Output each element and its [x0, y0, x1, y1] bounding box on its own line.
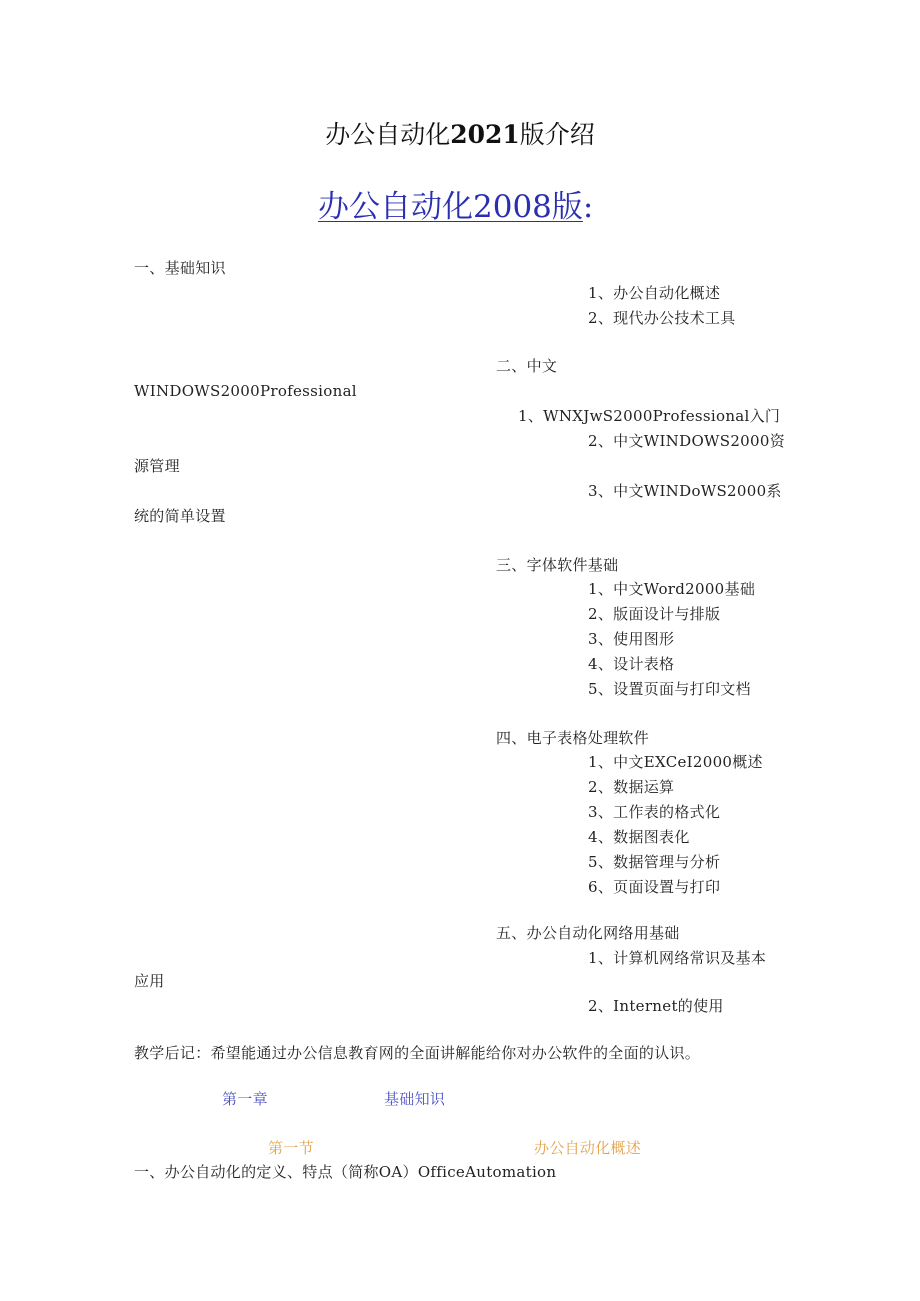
title-suffix: 版介绍	[519, 120, 595, 149]
section-3-item-3: 3、使用图形	[588, 630, 675, 648]
section-2-heading: 二、中文	[496, 357, 558, 375]
subtitle-link[interactable]: 办公自动化2008版	[318, 189, 583, 225]
chapter-name: 基础知识	[384, 1090, 446, 1108]
section-1-heading: 一、基础知识	[134, 259, 226, 277]
body-line-1: 一、办公自动化的定义、特点（简称OA）OfficeAutomation	[134, 1163, 557, 1181]
section-3-item-1: 1、中文Word2000基础	[588, 580, 756, 598]
section-5-item-1-cont: 应用	[134, 972, 165, 990]
section-4-item-4: 4、数据图表化	[588, 828, 690, 846]
chapter-label: 第一章	[222, 1090, 268, 1108]
subtitle-colon: :	[582, 189, 594, 225]
title-text: 办公自动化	[325, 120, 451, 149]
section-4-item-2: 2、数据运算	[588, 778, 675, 796]
section-4-item-3: 3、工作表的格式化	[588, 803, 721, 821]
section-2-item-1: 1、WNXJwS2000Professional入门	[518, 407, 781, 425]
subtitle	[318, 186, 593, 228]
section-4-heading: 四、电子表格处理软件	[496, 729, 650, 747]
section-2-item-2-cont: 源管理	[134, 457, 180, 475]
page-title	[0, 116, 920, 154]
section-4-item-1: 1、中文EXCeI2000概述	[588, 753, 763, 771]
section-3-item-4: 4、设计表格	[588, 655, 675, 673]
section-5-heading: 五、办公自动化网络用基础	[496, 924, 680, 942]
section-5-item-1: 1、计算机网络常识及基本	[588, 949, 767, 967]
section-4-item-5: 5、数据管理与分析	[588, 853, 721, 871]
section-2-item-3-cont: 统的简单设置	[134, 507, 226, 525]
section-2-heading-cont: WINDOWS2000Professional	[134, 382, 357, 400]
section-2-item-2: 2、中文WINDOWS2000资	[588, 432, 786, 450]
section-4-item-6: 6、页面设置与打印	[588, 878, 721, 896]
section-3-item-5: 5、设置页面与打印文档	[588, 680, 751, 698]
teaching-afterword: 教学后记：希望能通过办公信息教育网的全面讲解能给你对办公软件的全面的认识。	[134, 1044, 701, 1062]
title-year: 2021	[450, 120, 520, 149]
section-label: 第一节	[268, 1139, 314, 1157]
section-name: 办公自动化概述	[534, 1139, 642, 1157]
section-3-item-2: 2、版面设计与排版	[588, 605, 721, 623]
section-1-item-1: 1、办公自动化概述	[588, 284, 721, 302]
section-1-item-2: 2、现代办公技术工具	[588, 309, 736, 327]
section-2-item-3: 3、中文WINDoWS2000系	[588, 482, 782, 500]
section-3-heading: 三、字体软件基础	[496, 556, 619, 574]
section-5-item-2: 2、Internet的使用	[588, 997, 724, 1015]
